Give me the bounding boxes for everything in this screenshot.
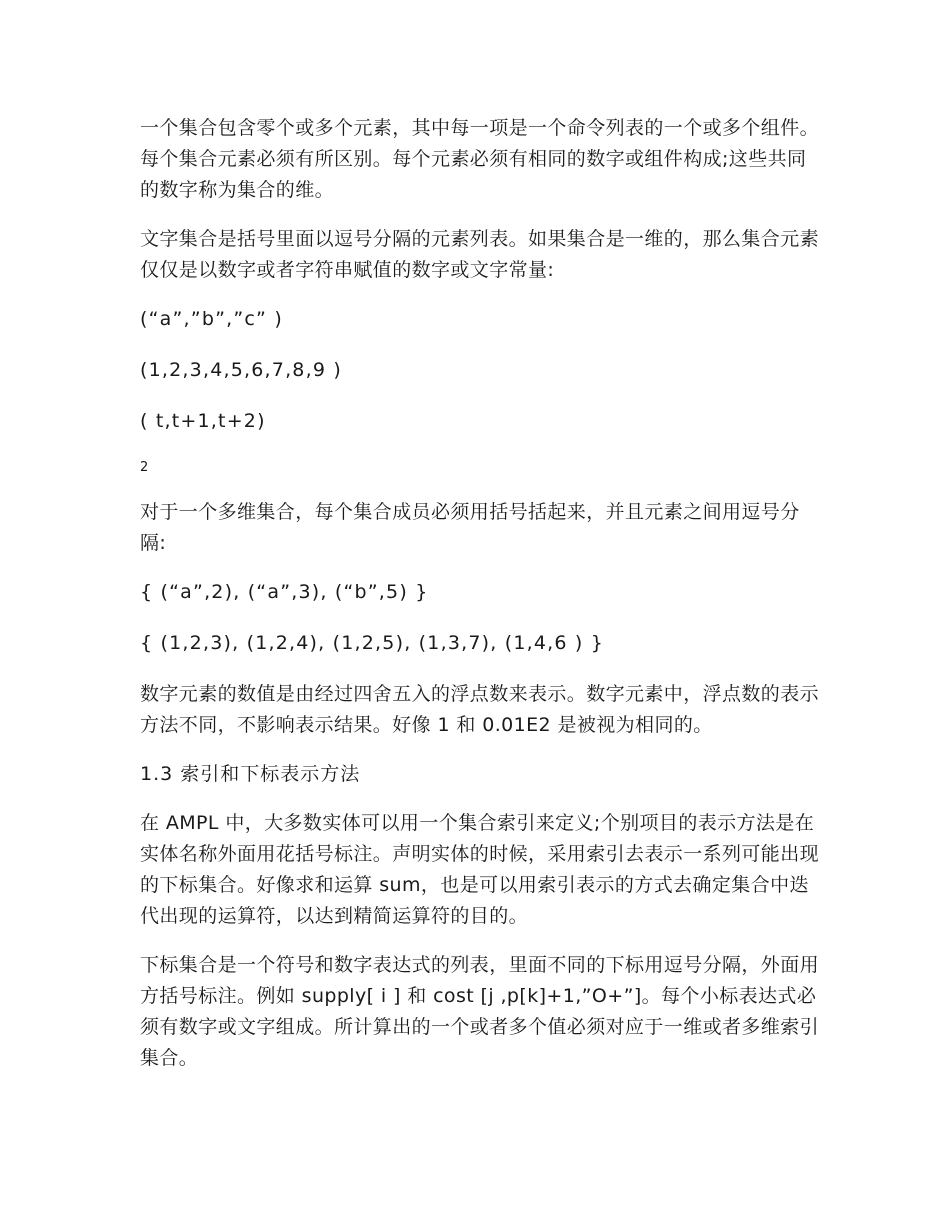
example-number-set: (1,2,3,4,5,6,7,8,9 ) xyxy=(140,359,342,381)
paragraph-numeric-elements: 数字元素的数值是由经过四舍五入的浮点数来表示。数字元素中，浮点数的表示方法不同，不影响表示结果。好像 1 和 0.01E2 是被视为相同的。 xyxy=(140,683,820,736)
example-tuple-set-strings: { (“a”,2), (“a”,3), (“b”,5) } xyxy=(140,581,429,603)
paragraph-subscripts: 下标集合是一个符号和数字表达式的列表，里面不同的下标用逗号分隔，外面用方括号标注。例如 supply[ i ] 和 cost [j ,p[k]+1,”O+”]。每个小标表达式必须有数字或文字组成。所计算出的一个或者多个值必须对应于一维或者多维索引集合。 xyxy=(140,954,820,1069)
paragraph-set-definition: 一个集合包含零个或多个元素，其中每一项是一个命令列表的一个或多个组件。每个集合元素必须有所区别。每个元素必须有相同的数字或组件构成;这些共同的数字称为集合的维。 xyxy=(140,117,820,201)
paragraph-literal-sets: 文字集合是括号里面以逗号分隔的元素列表。如果集合是一维的，那么集合元素仅仅是以数字或者字符串赋值的数字或文字常量: xyxy=(140,228,820,281)
example-string-set: (“a”,”b”,”c” ) xyxy=(140,308,283,330)
document-body xyxy=(140,113,820,1092)
section-heading: 1.3 索引和下标表示方法 xyxy=(140,763,361,785)
example-expression-set: ( t,t+1,t+2) xyxy=(140,410,266,432)
example-tuple-set-numbers: { (1,2,3), (1,2,4), (1,2,5), (1,3,7), (1,4,6 ) } xyxy=(140,632,605,654)
paragraph-indexing: 在 AMPL 中，大多数实体可以用一个集合索引来定义;个别项目的表示方法是在实体名称外面用花括号标注。声明实体的时候，采用索引去表示一系列可能出现的下标集合。好像求和运算 sum，也是可以用索引表示的方式去确定集合中迭代出现的运算符，以达到精简运算符的目的。 xyxy=(140,812,820,927)
paragraph-multidim-sets: 对于一个多维集合，每个集合成员必须用括号括起来，并且元素之间用逗号分隔: xyxy=(140,501,800,554)
page-number: 2 xyxy=(140,460,149,475)
